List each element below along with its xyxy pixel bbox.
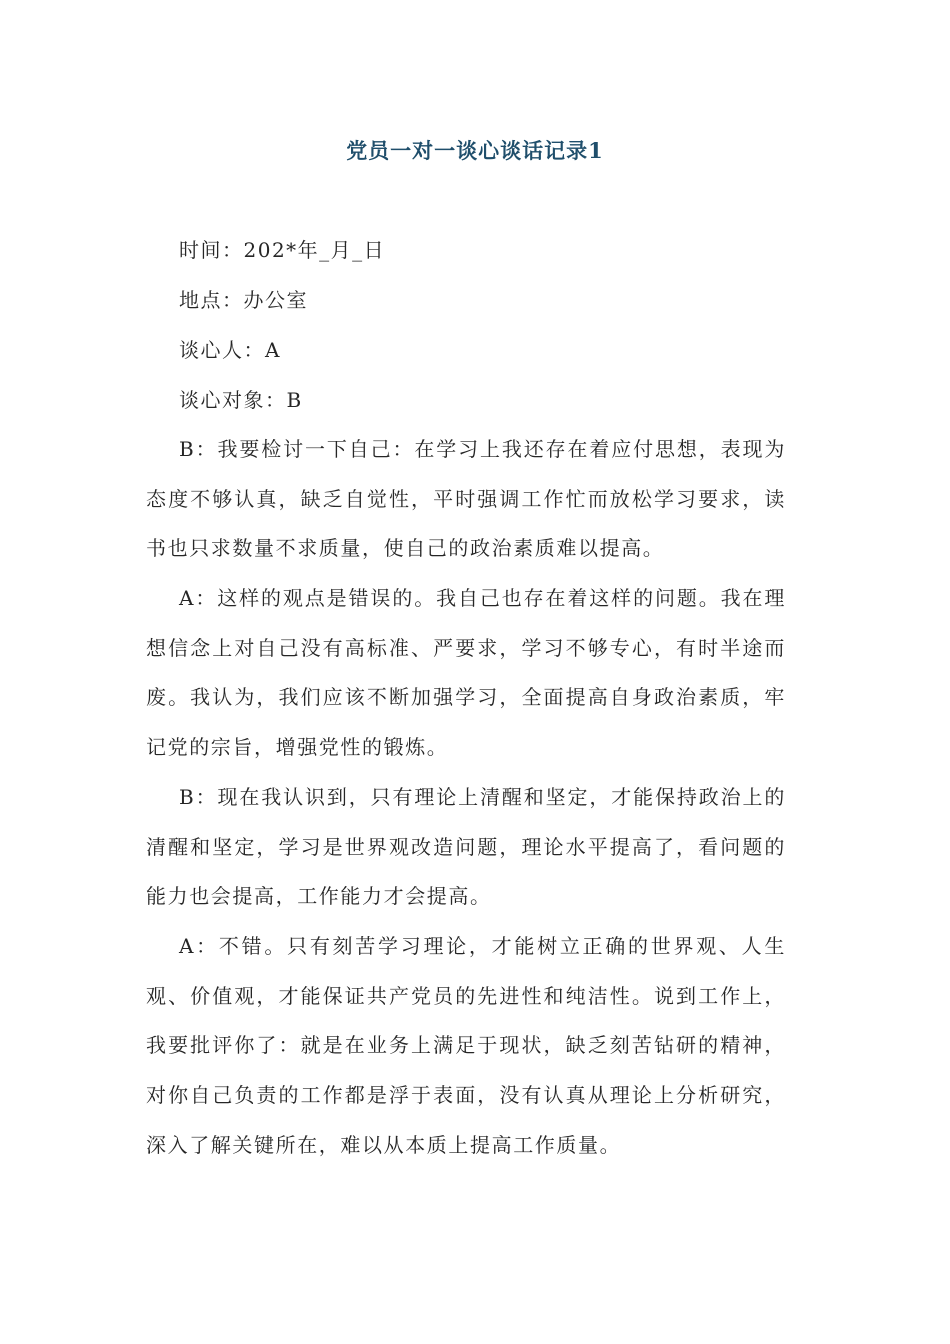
meta-time: 时间：202*年_月_日 bbox=[179, 238, 386, 262]
dialogue-paragraph: A：这样的观点是错误的。我自己也存在着这样的问题。我在理想信念上对自己没有高标准、严要求，学习不够专心，有时半途而废。我认为，我们应该不断加强学习，全面提高自身政治素质，牢记党的宗旨，增强党性的锻炼。 bbox=[146, 586, 786, 760]
dialogue-paragraph: B：现在我认识到，只有理论上清醒和坚定，才能保持政治上的清醒和坚定，学习是世界观改造问题，理论水平提高了，看问题的能力也会提高，工作能力才会提高。 bbox=[146, 785, 786, 909]
dialogue-paragraph: A：不错。只有刻苦学习理论，才能树立正确的世界观、人生观、价值观，才能保证共产党员的先进性和纯洁性。说到工作上，我要批评你了：就是在业务上满足于现状，缺乏刻苦钻研的精神，对你自己负责的工作都是浮于表面，没有认真从理论上分析研究，深入了解关键所在，难以从本质上提高工作质量。 bbox=[146, 934, 786, 1157]
meta-place: 地点：办公室 bbox=[179, 288, 308, 312]
meta-speaker: 谈心人：A bbox=[179, 338, 281, 362]
dialogue-paragraph: B：我要检讨一下自己：在学习上我还存在着应付思想，表现为态度不够认真，缺乏自觉性，平时强调工作忙而放松学习要求，读书也只求数量不求质量，使自己的政治素质难以提高。 bbox=[146, 437, 786, 561]
meta-target: 谈心对象：B bbox=[179, 388, 303, 412]
document-title: 党员一对一谈心谈话记录1 bbox=[346, 138, 604, 163]
